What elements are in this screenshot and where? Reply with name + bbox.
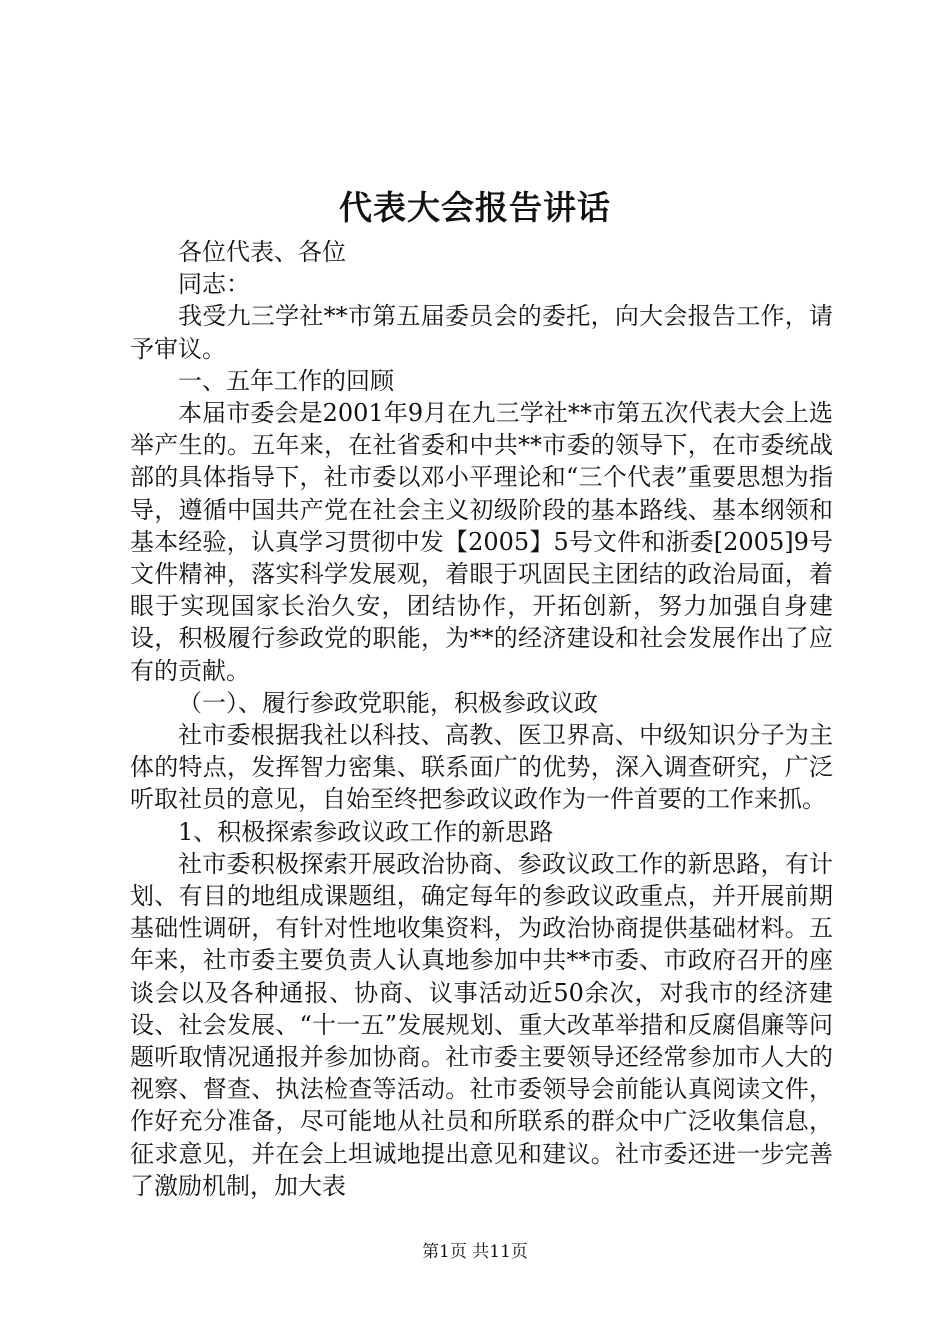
document-title: 代表大会报告讲话	[339, 188, 611, 227]
section-heading-1: 一、五年工作的回顾	[178, 366, 394, 395]
paragraph-review: 本届市委会是2001年9月在九三学社**市第五次代表大会上选举产生的。五年来，在社省委和中共**市委的领导下，在市委统战部的具体指导下，社市委以邓小平理论和“三个代表”重要思想为指导，遵循中国共产党在社会主义初级阶段的基本路线、基本纲领和基本经验，认真学习贯彻中发【2005】5号文件和浙委[2005]9号文件精神，落实科学发展观，着眼于巩固民主团结的政治局面，着眼于实现国家长治久安，团结协作，开拓创新，努力加强自身建设，积极履行参政党的职能，为**的经济建设和社会发展作出了应有的贡献。	[130, 399, 833, 685]
paragraph-item-1: 社市委积极探索开展政治协商、参政议政工作的新思路，有计划、有目的地组成课题组，确定每年的参政议政重点，并开展前期基础性调研，有针对性地收集资料，为政治协商提供基础材料。五年来，社市委主要负责人认真地参加中共**市委、市政府召开的座谈会以及各种通报、协商、议事活动近50余次，对我市的经济建设、社会发展、“十一五”发展规划、重大改革举措和反腐倡廉等问题听取情况通报并参加协商。社市委主要领导还经常参加市人大的视察、督查、执法检查等活动。社市委领导会前能认真阅读文件，作好充分准备，尽可能地从社员和所联系的群众中广泛收集信息，征求意见，并在会上坦诚地提出意见和建议。社市委还进一步完善了激励机制，加大表	[130, 849, 833, 1200]
document-body	[130, 236, 833, 1202]
subsection-heading-1: （一）、履行参政党职能，积极参政议政	[178, 688, 598, 717]
paragraph-salutation-cont: 同志：	[178, 270, 250, 299]
paragraph-intro: 我受九三学社**市第五届委员会的委托，向大会报告工作，请予审议。	[130, 302, 833, 363]
paragraph-subsection-1: 社市委根据我社以科技、高教、医卫界高、中级知识分子为主体的特点，发挥智力密集、联系面广的优势，深入调查研究，广泛听取社员的意见，自始至终把参政议政作为一件首要的工作来抓。	[130, 721, 833, 814]
paragraph-salutation: 各位代表、各位	[178, 238, 346, 266]
page-footer: 第1页 共11页	[422, 1242, 528, 1262]
item-heading-1: 1、积极探索参政议政工作的新思路	[178, 817, 554, 846]
